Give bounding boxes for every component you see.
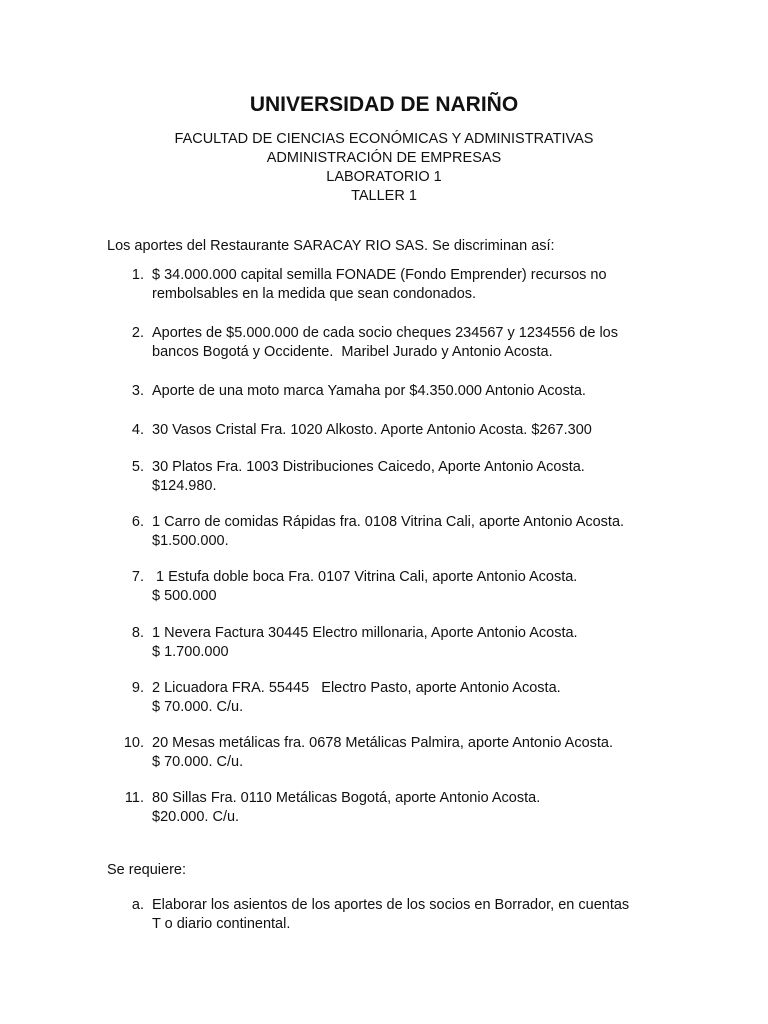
item-line: 1 Nevera Factura 30445 Electro millonaria, Aporte Antonio Acosta.: [152, 625, 578, 641]
intro-paragraph: Los aportes del Restaurante SARACAY RIO SAS. Se discriminan así:: [107, 238, 555, 254]
item-line: 20 Mesas metálicas fra. 0678 Metálicas Palmira, aporte Antonio Acosta.: [152, 735, 614, 751]
item-number: 8.: [131, 625, 144, 641]
item-line: bancos Bogotá y Occidente. Maribel Jurado y Antonio Acosta.: [152, 344, 553, 360]
item-number: 2.: [131, 325, 144, 341]
item-line: $ 34.000.000 capital semilla FONADE (Fondo Emprender) recursos no: [152, 267, 607, 283]
item-line: rembolsables en la medida que sean condonados.: [152, 286, 477, 302]
subtitle-workshop: TALLER 1: [351, 188, 417, 204]
item-line: 1 Carro de comidas Rápidas fra. 0108 Vitrina Cali, aporte Antonio Acosta.: [152, 514, 625, 530]
requirement-line: T o diario continental.: [152, 916, 291, 932]
item-line: 80 Sillas Fra. 0110 Metálicas Bogotá, aporte Antonio Acosta.: [152, 790, 541, 806]
item-number: 7.: [131, 569, 144, 585]
item-line: $ 70.000. C/u.: [152, 699, 244, 715]
requirement-letter: a.: [131, 897, 144, 913]
item-line: 30 Platos Fra. 1003 Distribuciones Caicedo, Aporte Antonio Acosta.: [152, 459, 585, 475]
document-title: UNIVERSIDAD DE NARIÑO: [249, 93, 519, 116]
item-line: 30 Vasos Cristal Fra. 1020 Alkosto. Aporte Antonio Acosta. $267.300: [152, 422, 592, 438]
item-number: 1.: [131, 267, 144, 283]
item-line: Aporte de una moto marca Yamaha por $4.350.000 Antonio Acosta.: [152, 383, 586, 399]
requirements-label: Se requiere:: [107, 862, 186, 878]
item-line: 1 Estufa doble boca Fra. 0107 Vitrina Cali, aporte Antonio Acosta.: [152, 569, 578, 585]
item-line: $1.500.000.: [152, 533, 229, 549]
item-line: $124.980.: [152, 478, 217, 494]
subtitle-program: ADMINISTRACIÓN DE EMPRESAS: [266, 150, 502, 166]
item-number: 6.: [131, 514, 144, 530]
item-number: 5.: [131, 459, 144, 475]
item-line: $ 500.000: [152, 588, 217, 604]
subtitle-lab: LABORATORIO 1: [326, 169, 442, 185]
item-number: 3.: [131, 383, 144, 399]
item-number: 4.: [131, 422, 144, 438]
item-line: Aportes de $5.000.000 de cada socio cheques 234567 y 1234556 de los: [152, 325, 618, 341]
item-number: 11.: [124, 790, 144, 806]
item-line: $20.000. C/u.: [152, 809, 240, 825]
item-line: 2 Licuadora FRA. 55445 Electro Pasto, aporte Antonio Acosta.: [152, 680, 561, 696]
item-number: 10.: [123, 735, 144, 751]
subtitle-faculty: FACULTAD DE CIENCIAS ECONÓMICAS Y ADMINISTRATIVAS: [174, 131, 594, 147]
item-number: 9.: [131, 680, 144, 696]
item-line: $ 70.000. C/u.: [152, 754, 244, 770]
requirement-line: Elaborar los asientos de los aportes de los socios en Borrador, en cuentas: [152, 897, 630, 913]
item-line: $ 1.700.000: [152, 644, 229, 660]
